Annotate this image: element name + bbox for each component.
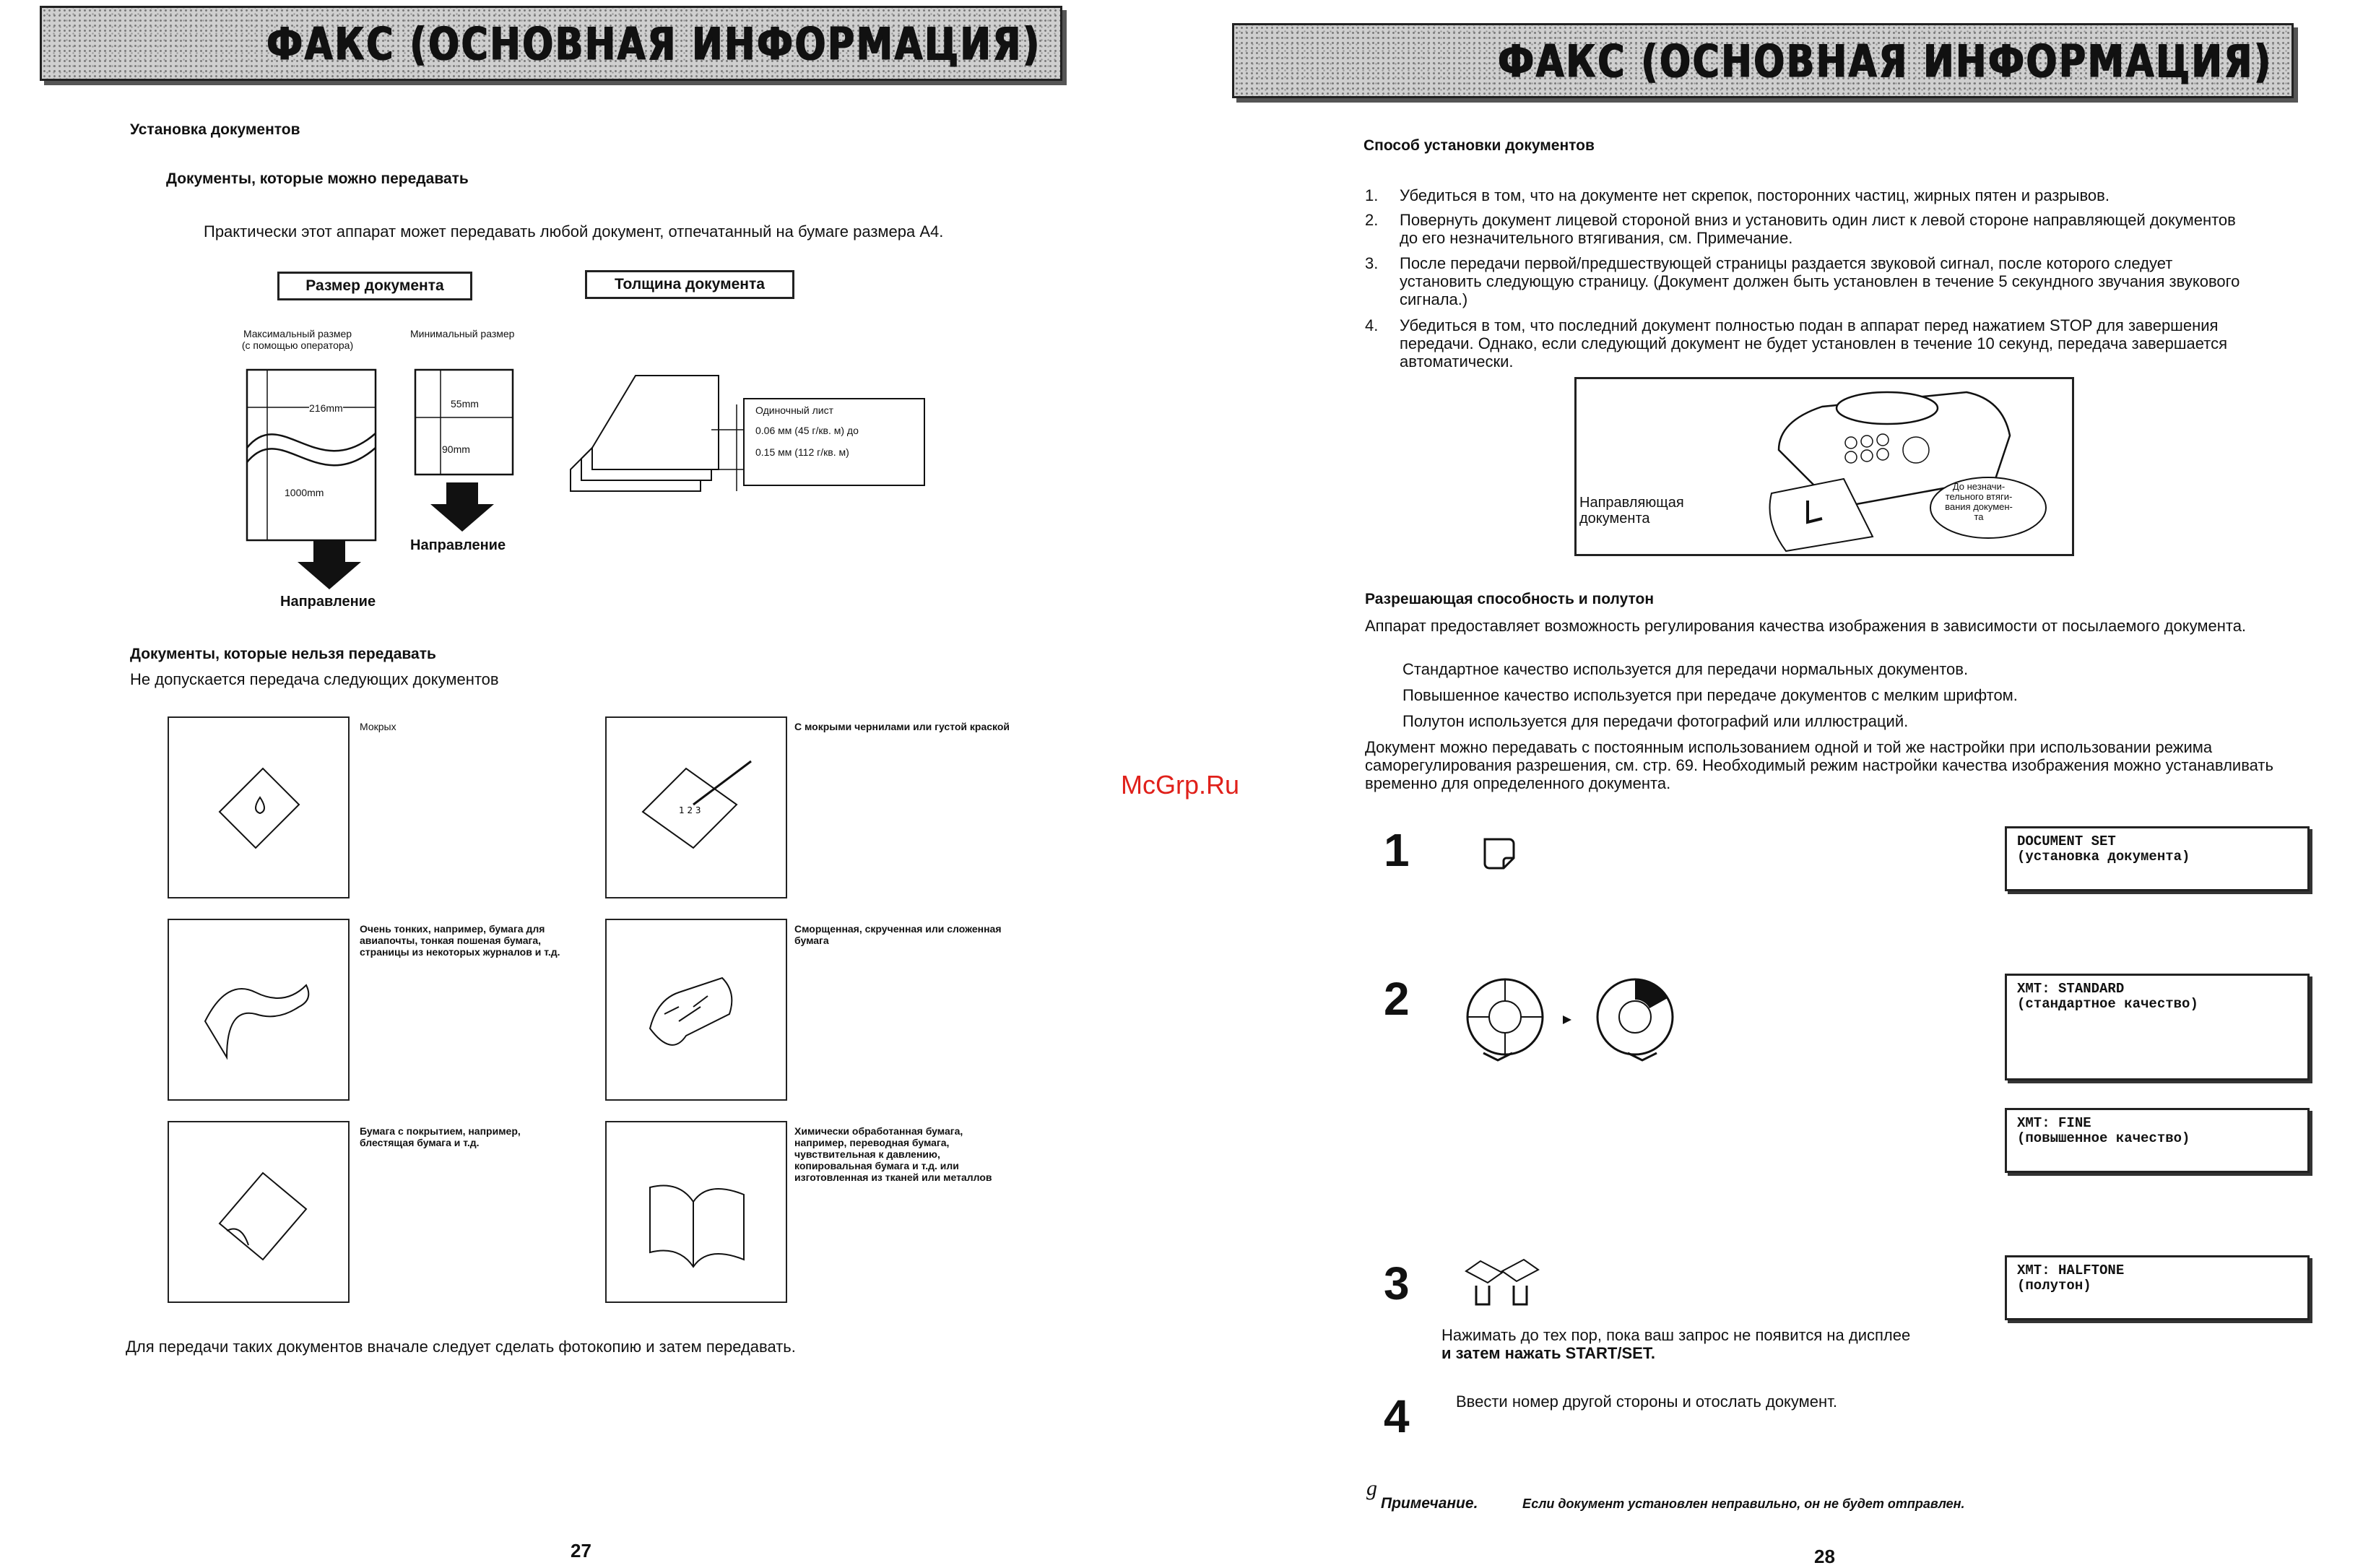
op-step-2-number: 2 <box>1384 973 1410 1025</box>
note-icon: g <box>1366 1476 1377 1500</box>
document-thickness-diagram <box>563 361 939 506</box>
step3-text: Нажимать до тех пор, пока ваш запрос не появится на дисплее и затем нажать START/SET. <box>1441 1326 1911 1362</box>
lcd-standard: XMT: STANDARD (стандартное качество) <box>2005 974 2310 1080</box>
resolution-l2: Повышенное качество используется при передаче документов с мелким шрифтом. <box>1402 686 2018 704</box>
chemical-paper-icon <box>636 1158 758 1274</box>
note-text: Если документ установлен неправильно, он не будет отправлен. <box>1522 1496 1965 1511</box>
left-footer-text: Для передачи таких документов вначале следует сделать фотокопию и затем передавать. <box>126 1338 796 1356</box>
method-title: Способ установки документов <box>1363 137 1595 154</box>
item-label-chemical: Химически обработанная бумага, например, переводная бумага, чувствительная к давлению, копировальная бумага и т.д. или изготовленная из тканей или металлов <box>794 1125 992 1183</box>
item-label-ink: С мокрыми чернилами или густой краской <box>794 721 1010 732</box>
item-label-thin: Очень тонких, например, бумага для авиапочты, тонкая пошеная бумага, страницы из некоторых журналов и т.д. <box>360 923 560 958</box>
item-frame-wet <box>168 716 350 898</box>
item-frame-coated <box>168 1121 350 1303</box>
thickness-box-label: Толщина документа <box>585 270 794 299</box>
lcd-halftone: XMT: HALFTONE (полутон) <box>2005 1255 2310 1320</box>
intro-text: Практически этот аппарат может передавать любой документ, отпечатанный на бумаге размера А4. <box>204 222 944 241</box>
item-label-wet: Мокрых <box>360 721 396 732</box>
resolution-title: Разрешающая способность и полутон <box>1365 591 1655 607</box>
dim-216: 216mm <box>309 402 343 414</box>
thin-paper-icon <box>198 963 321 1057</box>
dim-55: 55mm <box>451 398 479 410</box>
page-number-right: 28 <box>1814 1546 1835 1567</box>
document-size-diagram <box>238 361 542 621</box>
size-box-label: Размер документа <box>277 272 472 300</box>
item-frame-ink <box>605 716 787 898</box>
item-label-coated: Бумага с покрытием, например, блестящая бумага и т.д. <box>360 1125 521 1148</box>
dim-90: 90mm <box>442 443 470 455</box>
op-step-3-number: 3 <box>1384 1257 1410 1309</box>
guide-label: Направляющая документа <box>1579 495 1684 527</box>
cannot-intro: Не допускается передача следующих документов <box>130 670 499 688</box>
page-number-left: 27 <box>571 1540 591 1561</box>
right-banner <box>1232 23 2294 98</box>
navigator-key-icon[interactable] <box>1454 968 1693 1069</box>
op-step-1-number: 1 <box>1384 824 1410 876</box>
lcd-document-set: DOCUMENT SET (установка документа) <box>2005 826 2310 891</box>
section-title: Установка документов <box>130 121 300 138</box>
step4-text: Ввести номер другой стороны и отослать документ. <box>1456 1392 1837 1411</box>
max-size-label: Максимальный размер (с помощью оператора) <box>241 328 354 351</box>
thickness-line-1: Одиночный лист <box>755 404 833 416</box>
wrinkled-paper-icon <box>636 956 758 1065</box>
thickness-line-3: 0.15 мм (112 г/кв. м) <box>755 446 849 458</box>
resolution-p2: Документ можно передавать с постоянным использованием одной и той же настройки при использовании режима саморегулирования разрешения, см. стр. 69. Необходимый режим настройки качества изображения можно устанавливать временно для определенного документа. <box>1365 738 2273 792</box>
wet-ink-document-icon <box>636 754 758 862</box>
item-frame-wrinkled <box>605 919 787 1101</box>
fax-illustration-frame <box>1574 377 2074 556</box>
document-icon <box>1482 836 1518 872</box>
resolution-l1: Стандартное качество используется для передачи нормальных документов. <box>1402 660 1969 678</box>
wet-document-icon <box>212 761 306 855</box>
left-banner-title: ФАКС (ОСНОВНАЯ ИНФОРМАЦИЯ) <box>266 18 1041 71</box>
right-banner-title: ФАКС (ОСНОВНАЯ ИНФОРМАЦИЯ) <box>1498 35 2273 88</box>
op-step-4-number: 4 <box>1384 1390 1410 1442</box>
fax-machine-illustration <box>1750 385 2060 551</box>
direction-label-min: Направление <box>410 537 506 553</box>
arrow-keys-icon[interactable] <box>1462 1257 1541 1314</box>
thickness-line-2: 0.06 мм (45 г/кв. м) до <box>755 425 859 436</box>
dim-1000: 1000mm <box>285 487 324 498</box>
watermark: McGrp.Ru <box>1121 770 1240 800</box>
note-label: Примечание. <box>1381 1495 1478 1512</box>
bubble-text: До незначи- тельного втяги- вания докумен- та <box>1945 481 2013 522</box>
item-frame-chemical <box>605 1121 787 1303</box>
lcd-fine: XMT: FINE (повышенное качество) <box>2005 1108 2310 1173</box>
direction-label-max: Направление <box>280 594 376 610</box>
item-label-wrinkled: Сморщенная, скрученная или сложенная бумага <box>794 923 1002 946</box>
item-frame-thin <box>168 919 350 1101</box>
svg-text:1 2 3: 1 2 3 <box>679 805 701 815</box>
subsection-title: Документы, которые можно передавать <box>166 170 469 187</box>
min-size-label: Минимальный размер <box>410 328 515 339</box>
cannot-title: Документы, которые нельзя передавать <box>130 646 436 662</box>
coated-paper-icon <box>212 1166 313 1267</box>
resolution-l3: Полутон используется для передачи фотографий или иллюстраций. <box>1402 712 1909 730</box>
resolution-p1: Аппарат предоставляет возможность регулирования качества изображения в зависимости от посылаемого документа. <box>1365 617 2247 635</box>
left-banner <box>40 6 1062 81</box>
